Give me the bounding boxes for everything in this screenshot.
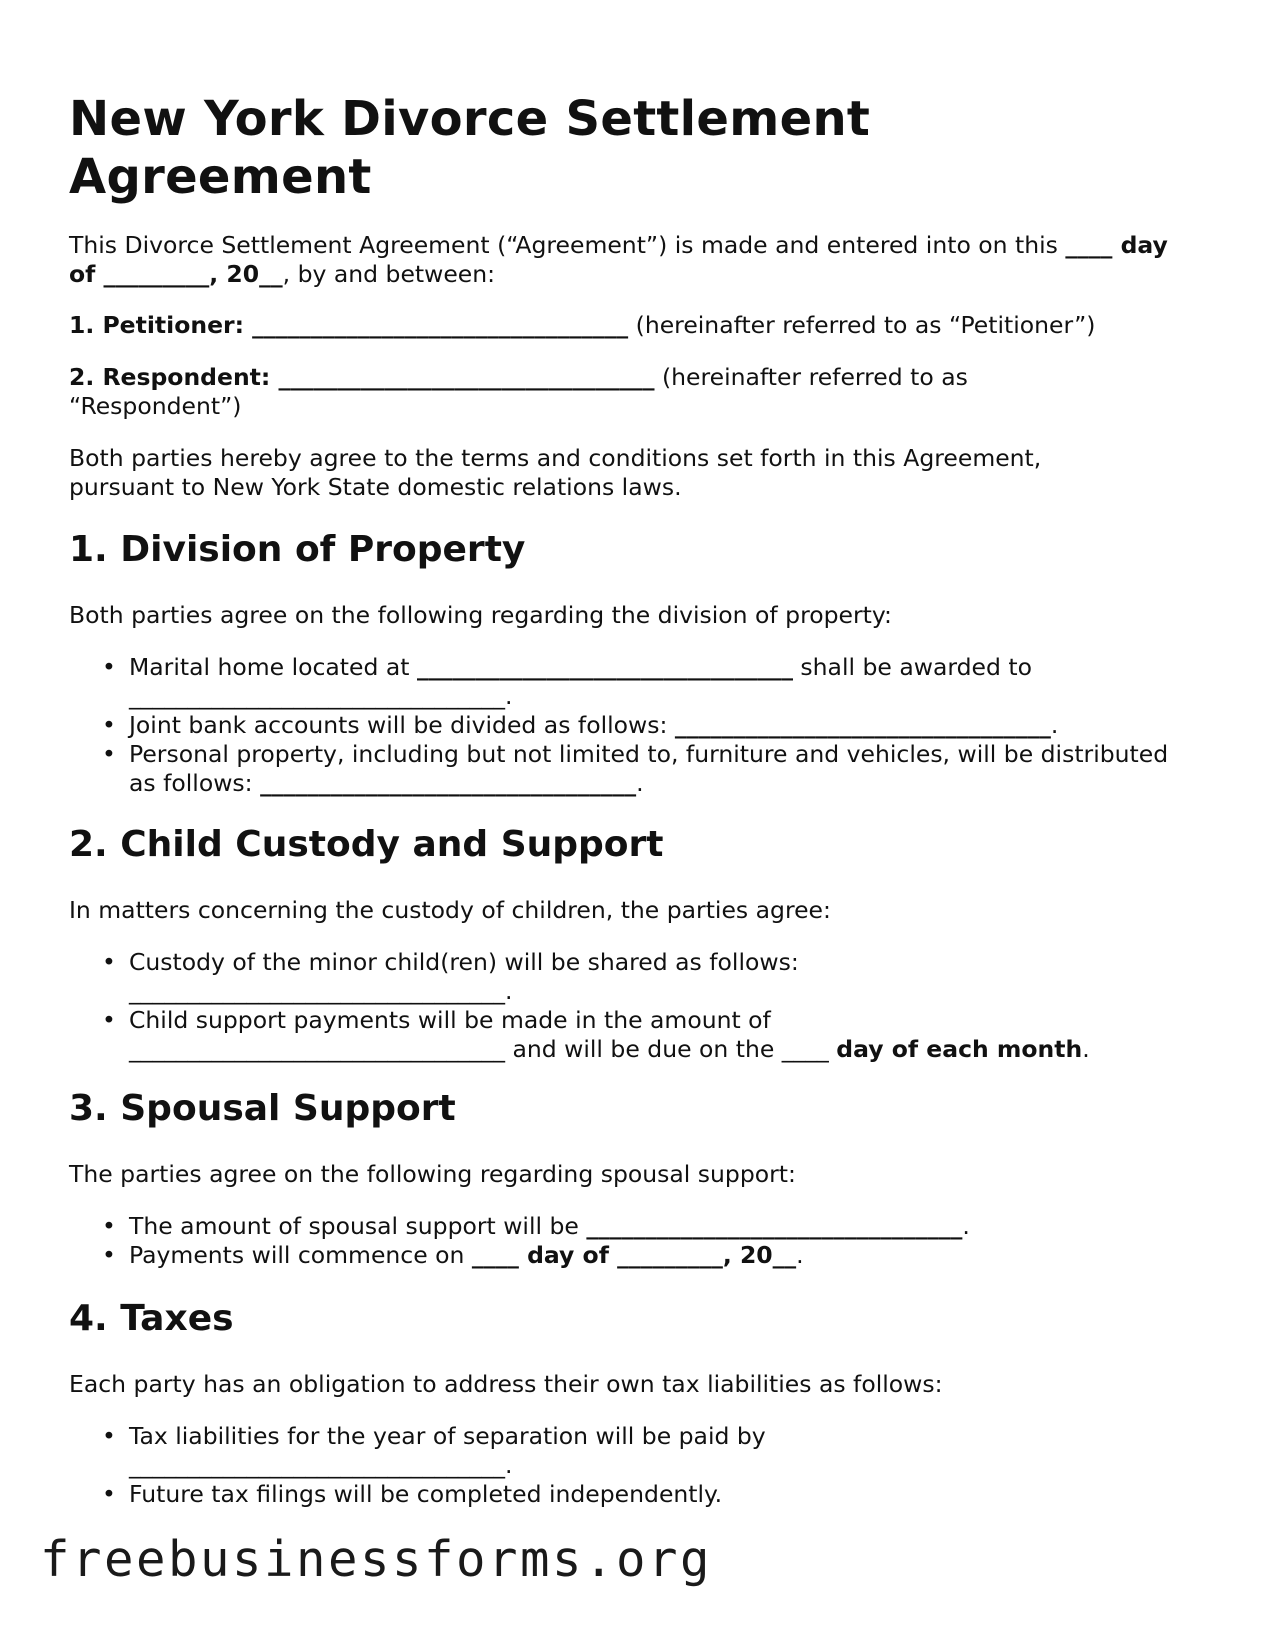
list-item-text: Personal property, including but not limited to, furniture and vehicles, will be distributed as follows: bbox=[129, 740, 1169, 797]
agreement-statement: Both parties hereby agree to the terms and conditions set forth in this Agreement, pursuant to New York State domestic relations laws. bbox=[69, 444, 1042, 501]
petitioner-line bbox=[69, 311, 1199, 340]
section-lead-taxes: Each party has an obligation to address their own tax liabilities as follows: bbox=[69, 1370, 943, 1398]
list-item-text: . bbox=[962, 1212, 970, 1240]
list-item bbox=[129, 1212, 1259, 1241]
list-item: • Future tax filings will be completed independently. bbox=[129, 1480, 1259, 1509]
fill-blank: ________________________________ bbox=[586, 1212, 963, 1240]
list-item bbox=[129, 740, 1199, 798]
list-item-text: . bbox=[796, 1241, 804, 1269]
document-title: New York Divorce Settlement Agreement bbox=[69, 91, 871, 205]
taxes-list bbox=[69, 1422, 1259, 1509]
intro-paragraph bbox=[69, 231, 1199, 289]
property-list bbox=[69, 653, 1199, 798]
section-heading-taxes: 4. Taxes bbox=[69, 1298, 234, 1339]
custody-list bbox=[69, 948, 1129, 1064]
intro-text-a: This Divorce Settlement Agreement (“Agreement”) is made and entered into on this bbox=[69, 231, 1066, 259]
list-item bbox=[129, 711, 1199, 740]
respondent-label: 2. Respondent: ________________________________ bbox=[69, 363, 655, 391]
section-heading-spousal: 3. Spousal Support bbox=[69, 1088, 456, 1129]
list-item-text: shall be awarded to ________________________________. bbox=[129, 653, 1032, 710]
intro-date-blank: ____ day of _________, 20__ bbox=[69, 231, 1168, 288]
section-heading-property: 1. Division of Property bbox=[69, 529, 526, 570]
section-heading-custody: 2. Child Custody and Support bbox=[69, 824, 664, 865]
list-item: • Tax liabilities for the year of separation will be paid by ________________________________. bbox=[129, 1422, 849, 1480]
list-item: • Custody of the minor child(ren) will be shared as follows: ________________________________. bbox=[129, 948, 849, 1006]
watermark: freebusinessforms.org bbox=[40, 1531, 713, 1588]
respondent-line bbox=[69, 363, 1069, 421]
list-item-text: . bbox=[1082, 1035, 1090, 1063]
intro-text-c: , by and between: bbox=[282, 260, 496, 288]
section-lead-spousal: The parties agree on the following regarding spousal support: bbox=[69, 1160, 796, 1188]
section-lead-property: Both parties agree on the following regarding the division of property: bbox=[69, 601, 892, 629]
fill-blank: ________________________________ bbox=[674, 711, 1051, 739]
petitioner-suffix: (hereinafter referred to as “Petitioner”) bbox=[628, 311, 1096, 339]
fill-blank: ________________________________ bbox=[416, 653, 793, 681]
respondent-suffix: (hereinafter referred to as “Respondent”) bbox=[69, 363, 968, 420]
list-item bbox=[129, 1006, 1139, 1064]
spousal-list bbox=[69, 1212, 1259, 1270]
list-item-text: Marital home located at bbox=[129, 653, 417, 681]
list-item-text: Joint bank accounts will be divided as follows: bbox=[129, 711, 675, 739]
list-item bbox=[129, 653, 1199, 711]
list-item-bold: ____ day of _________, 20__ bbox=[471, 1241, 797, 1269]
petitioner-label: 1. Petitioner: ________________________________ bbox=[69, 311, 629, 339]
list-item-text: Child support payments will be made in the amount of ________________________________ and will be due on the ____ bbox=[129, 1006, 837, 1063]
list-item-bold: day of each month bbox=[836, 1035, 1083, 1063]
list-item-text: The amount of spousal support will be bbox=[129, 1212, 587, 1240]
section-lead-custody: In matters concerning the custody of children, the parties agree: bbox=[69, 896, 831, 924]
fill-blank: ________________________________ bbox=[260, 769, 637, 797]
list-item-text: . bbox=[636, 769, 644, 797]
list-item bbox=[129, 1241, 1259, 1270]
list-item-text: Payments will commence on bbox=[129, 1241, 472, 1269]
list-item-text: . bbox=[1050, 711, 1059, 739]
